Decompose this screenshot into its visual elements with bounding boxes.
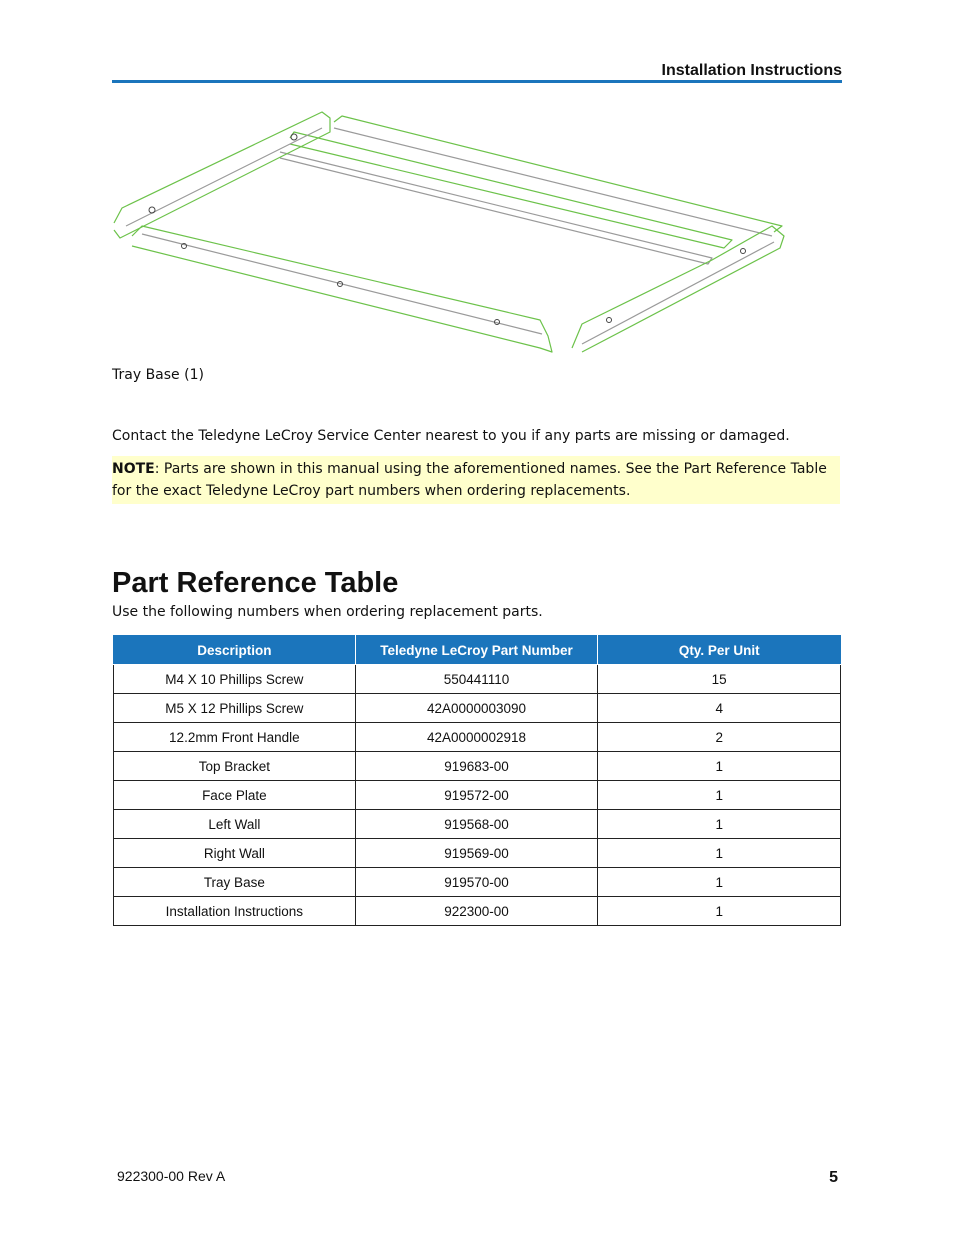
- cell-part-number: 550441110: [355, 665, 598, 694]
- running-header: Installation Instructions: [661, 62, 842, 79]
- table-row: [114, 868, 841, 897]
- cell-qty: 2: [598, 723, 841, 752]
- table-row: [114, 752, 841, 781]
- cell-part-number: 919569-00: [355, 839, 598, 868]
- cell-part-number: 922300-00: [355, 897, 598, 926]
- contact-paragraph: Contact the Teledyne LeCroy Service Center nearest to you if any parts are missing or damaged.: [112, 428, 790, 444]
- cell-part-number: 919568-00: [355, 810, 598, 839]
- part-reference-table: [113, 635, 841, 926]
- cell-qty: 1: [598, 781, 841, 810]
- cell-qty: 15: [598, 665, 841, 694]
- section-intro: Use the following numbers when ordering replacement parts.: [112, 604, 543, 620]
- cell-part-number: 42A0000002918: [355, 723, 598, 752]
- note-label: NOTE: [112, 461, 155, 477]
- tray-base-illustration: [112, 108, 792, 358]
- header-rule: [112, 80, 842, 83]
- note-callout: [112, 456, 840, 504]
- cell-qty: 1: [598, 752, 841, 781]
- cell-description: Tray Base: [114, 868, 356, 897]
- section-title: Part Reference Table: [112, 567, 399, 599]
- column-header-description: Description: [114, 636, 356, 665]
- cell-part-number: 42A0000003090: [355, 694, 598, 723]
- table-row: [114, 694, 841, 723]
- page-number: 5: [829, 1169, 838, 1186]
- cell-part-number: 919572-00: [355, 781, 598, 810]
- note-text: : Parts are shown in this manual using the aforementioned names. See the Part Reference Table for the exact Teledyne LeCroy part numbers when ordering replacements.: [112, 461, 827, 499]
- table-row: [114, 810, 841, 839]
- column-header-qty: Qty. Per Unit: [598, 636, 841, 665]
- cell-description: Installation Instructions: [114, 897, 356, 926]
- cell-qty: 1: [598, 897, 841, 926]
- cell-description: Right Wall: [114, 839, 356, 868]
- cell-description: Top Bracket: [114, 752, 356, 781]
- cell-description: M4 X 10 Phillips Screw: [114, 665, 356, 694]
- cell-qty: 1: [598, 839, 841, 868]
- footer-doc-id: 922300-00 Rev A: [117, 1168, 226, 1184]
- cell-qty: 1: [598, 868, 841, 897]
- cell-description: 12.2mm Front Handle: [114, 723, 356, 752]
- cell-part-number: 919570-00: [355, 868, 598, 897]
- table-header-row: [114, 636, 841, 665]
- cell-description: Left Wall: [114, 810, 356, 839]
- column-header-part-number: Teledyne LeCroy Part Number: [355, 636, 598, 665]
- table-row: [114, 781, 841, 810]
- table-row: [114, 839, 841, 868]
- cell-description: M5 X 12 Phillips Screw: [114, 694, 356, 723]
- cell-part-number: 919683-00: [355, 752, 598, 781]
- table-row: [114, 665, 841, 694]
- table-row: [114, 723, 841, 752]
- table-row: [114, 897, 841, 926]
- cell-description: Face Plate: [114, 781, 356, 810]
- cell-qty: 4: [598, 694, 841, 723]
- tray-base-drawing: [112, 108, 792, 358]
- cell-qty: 1: [598, 810, 841, 839]
- figure-caption: Tray Base (1): [112, 367, 204, 383]
